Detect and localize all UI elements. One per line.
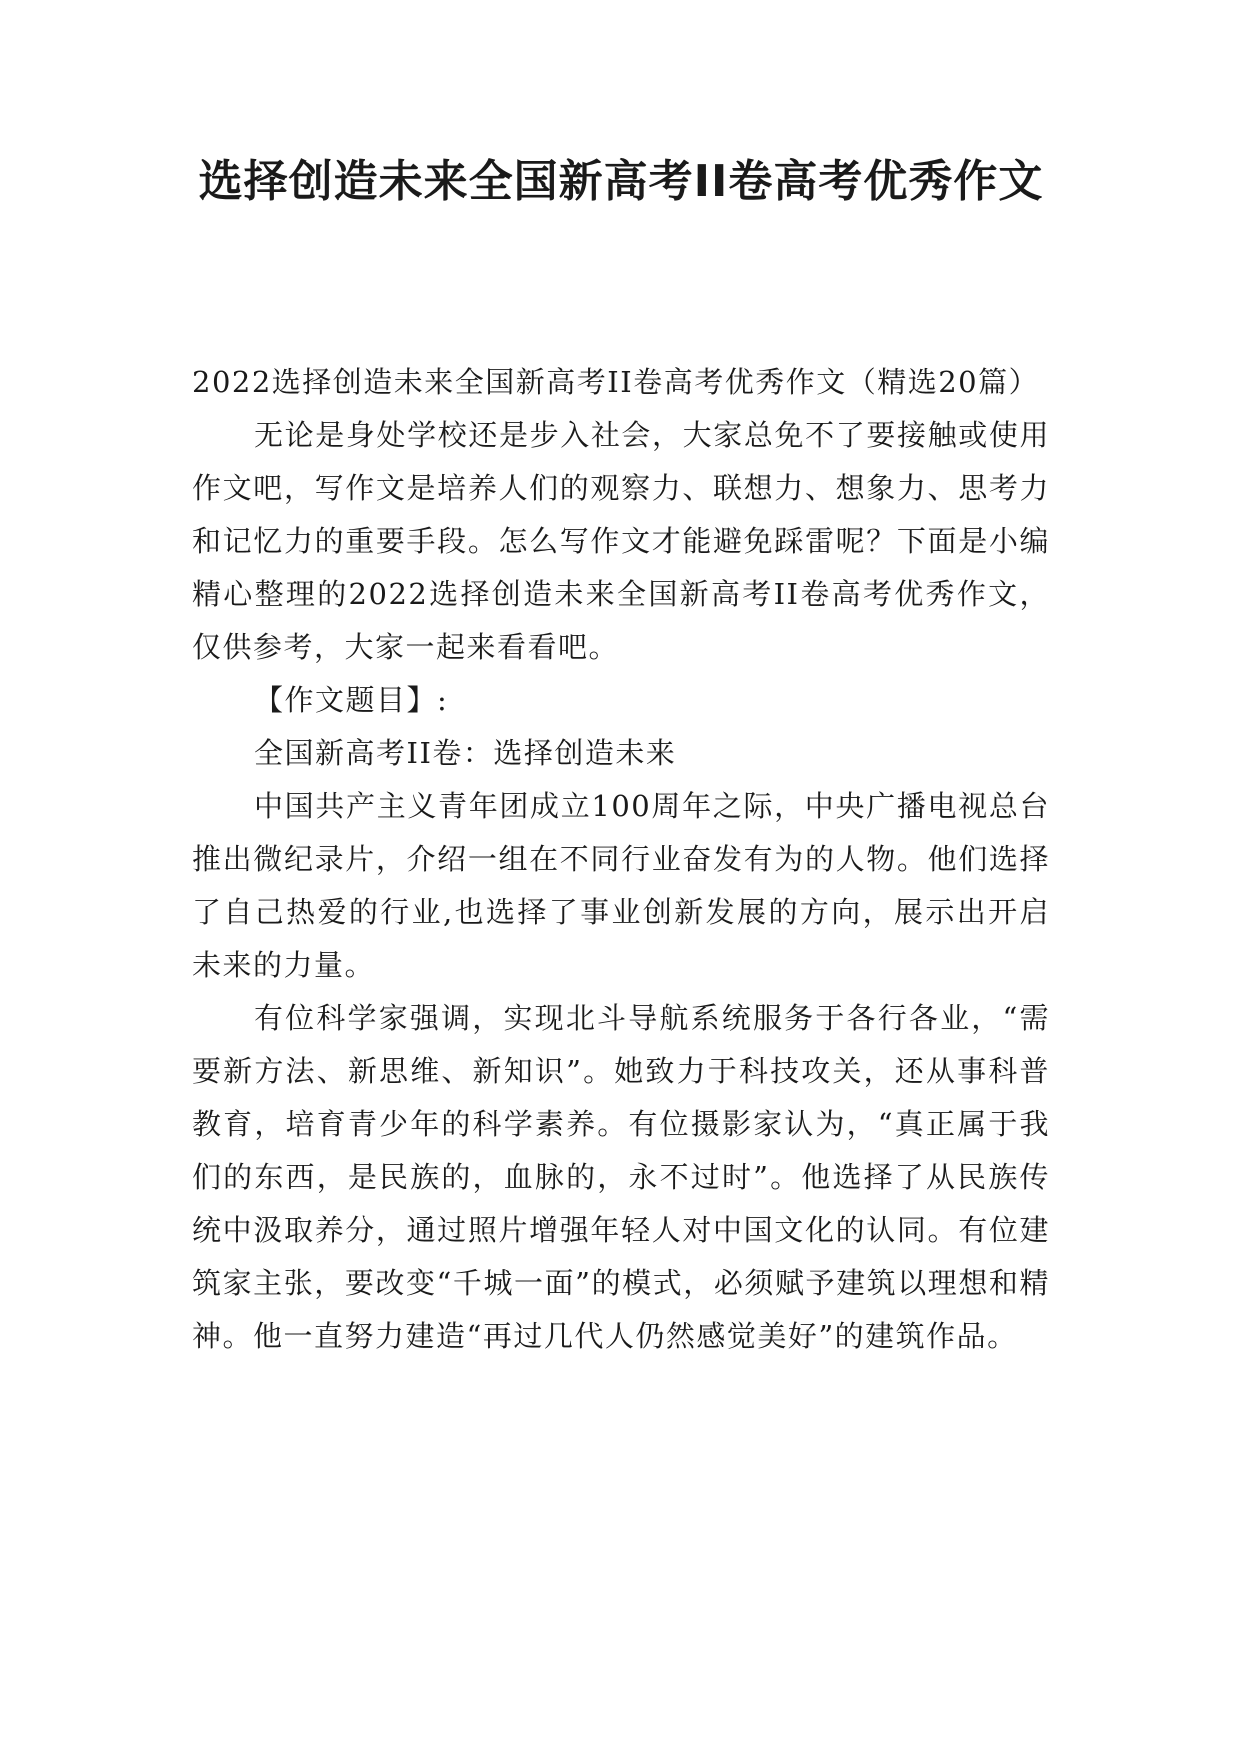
document-title: 选择创造未来全国新高考II卷高考优秀作文 [198,156,1044,207]
paragraph-intro: 无论是身处学校还是步入社会，大家总免不了要接触或使用作文吧，写作文是培养人们的观察力、联想力、想象力、思考力和记忆力的重要手段。怎么写作文才能避免踩雷呢？下面是小编精心整理的2022选择创造未来全国新高考II卷高考优秀作文，仅供参考，大家一起来看看吧。 [192,418,1050,664]
paragraph-prompt-1: 中国共产主义青年团成立100周年之际，中央广播电视总台推出微纪录片，介绍一组在不同行业奋发有为的人物。他们选择了自己热爱的行业,也选择了事业创新发展的方向，展示出开启未来的力量。 [192,789,1050,982]
paragraph-topic-name: 全国新高考II卷：选择创造未来 [254,736,677,770]
document-subtitle: 2022选择创造未来全国新高考II卷高考优秀作文（精选20篇） [192,365,1040,399]
paragraph-prompt-2: 有位科学家强调，实现北斗导航系统服务于各行各业，“需要新方法、新思维、新知识”。她致力于科技攻关，还从事科普教育，培育青少年的科学素养。有位摄影家认为，“真正属于我们的东西，是民族的，血脉的，永不过时”。他选择了从民族传统中汲取养分，通过照片增强年轻人对中国文化的认同。有位建筑家主张，要改变“千城一面”的模式，必须赋予建筑以理想和精神。他一直努力建造“再过几代人仍然感觉美好”的建筑作品。 [192,1001,1050,1353]
document-body [192,356,1050,1363]
paragraph-topic-heading: 【作文题目】: [254,683,449,717]
